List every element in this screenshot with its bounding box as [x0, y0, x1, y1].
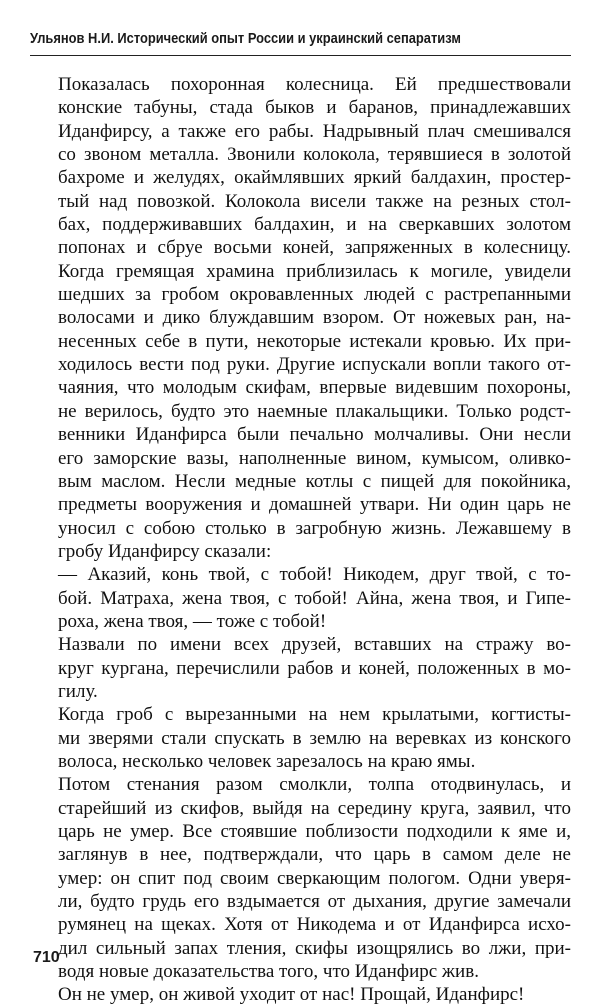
- text-line: Показалась похоронная колесница. Ей предшествовали: [58, 74, 571, 95]
- text-line: бой. Матраха, жена твоя, с тобой! Айна, жена твоя, и Гипе-: [58, 587, 571, 609]
- text-line: ли, будто грудь его вздымается от дыхания, другие замечали: [58, 891, 571, 913]
- text-line: гилу.: [58, 680, 98, 702]
- text-line: не верилось, будто это наемные плакальщики. Только родст-: [58, 400, 571, 422]
- text-line: тый над повозкой. Колокола висели также на резных стол-: [58, 190, 571, 212]
- page-number: 710: [33, 949, 60, 966]
- text-line: Он не умер, он живой уходит от нас! Прощай, Иданфирс!: [58, 984, 525, 1006]
- text-line: гробу Иданфирсу сказали:: [58, 540, 272, 562]
- text-line: Назвали по имени всех друзей, вставших на стражу во-: [58, 634, 571, 656]
- text-line: царь не умер. Все стоявшие поблизости подходили к яме и,: [58, 821, 571, 842]
- text-line: предметы вооружения и домашней утвари. Ни один царь не: [58, 494, 571, 516]
- header-rule: [30, 55, 571, 56]
- running-header: Ульянов Н.И. Исторический опыт России и украинский сепаратизм: [30, 30, 461, 47]
- text-line: бахроме и желудях, окаймлявших яркий балдахин, простер-: [58, 167, 571, 189]
- text-line: уносил с собою столько в загробную жизнь. Лежавшему в: [58, 517, 571, 539]
- text-line: круг кургана, перечислили рабов и коней, положенных в мо-: [58, 657, 571, 679]
- text-line: волосами и дико блуждавшим взором. От ножевых ран, на-: [58, 307, 571, 329]
- text-line: бах, поддерживавших балдахин, и на сверкавших золотом: [58, 214, 571, 236]
- text-line: его заморские вазы, наполненные вином, кумысом, оливко-: [58, 447, 571, 469]
- text-line: шедших за гробом окровавленных людей с растрепанными: [58, 284, 571, 306]
- text-line: ми зверями стали спускать в землю на веревках из конского: [58, 727, 571, 749]
- text-line: ходилось вести под руки. Другие испускали вопли такого от-: [58, 354, 571, 376]
- text-line: Потом стенания разом смолкли, толпа отодвинулась, и: [58, 774, 571, 796]
- text-line: водя новые доказательства того, что Иданфирс жив.: [58, 961, 479, 983]
- text-line: Когда гроб с вырезанными на нем крылатыми, когтисты-: [58, 704, 571, 726]
- text-line: со звоном металла. Звонили колокола, терявшиеся в золотой: [58, 144, 571, 166]
- text-line: вым маслом. Несли медные котлы с пищей для покойника,: [58, 470, 571, 492]
- text-line: Иданфирсу, а также его рабы. Надрывный плач смешивался: [58, 120, 571, 142]
- text-line: Когда гремящая храмина приблизилась к могиле, увидели: [58, 260, 571, 282]
- text-line: конские табуны, стада быков и баранов, принадлежавших: [58, 97, 571, 119]
- text-line: дил сильный запах тления, скифы изощрялись во лжи, при-: [58, 937, 571, 959]
- text-line: венники Иданфирса были печально молчаливы. Они несли: [58, 424, 571, 446]
- text-line: заглянув в нее, подтверждали, что царь в самом деле не: [58, 844, 571, 866]
- text-line: попонах и сбруе восьми коней, запряженных в колесницу.: [58, 237, 571, 259]
- text-line: роха, жена твоя, — тоже с тобой!: [58, 610, 327, 632]
- text-line: румянец на щеках. Хотя от Никодема и от Иданфирса исхо-: [58, 914, 571, 936]
- text-line: несенных себе в пути, некоторые истекали кровью. Их при-: [58, 330, 571, 352]
- text-line: умер: он спит под своим сверкающим пологом. Одни уверя-: [58, 867, 571, 889]
- text-line: волоса, несколько человек зарезалось на краю ямы.: [58, 750, 476, 772]
- text-line: — Аказий, конь твой, с тобой! Никодем, друг твой, с то-: [58, 564, 571, 586]
- text-line: старейший из скифов, выйдя на середину круга, заявил, что: [58, 797, 571, 819]
- body-text: [58, 73, 571, 1007]
- text-line: чаяния, что молодым скифам, впервые видевшим похороны,: [58, 377, 571, 399]
